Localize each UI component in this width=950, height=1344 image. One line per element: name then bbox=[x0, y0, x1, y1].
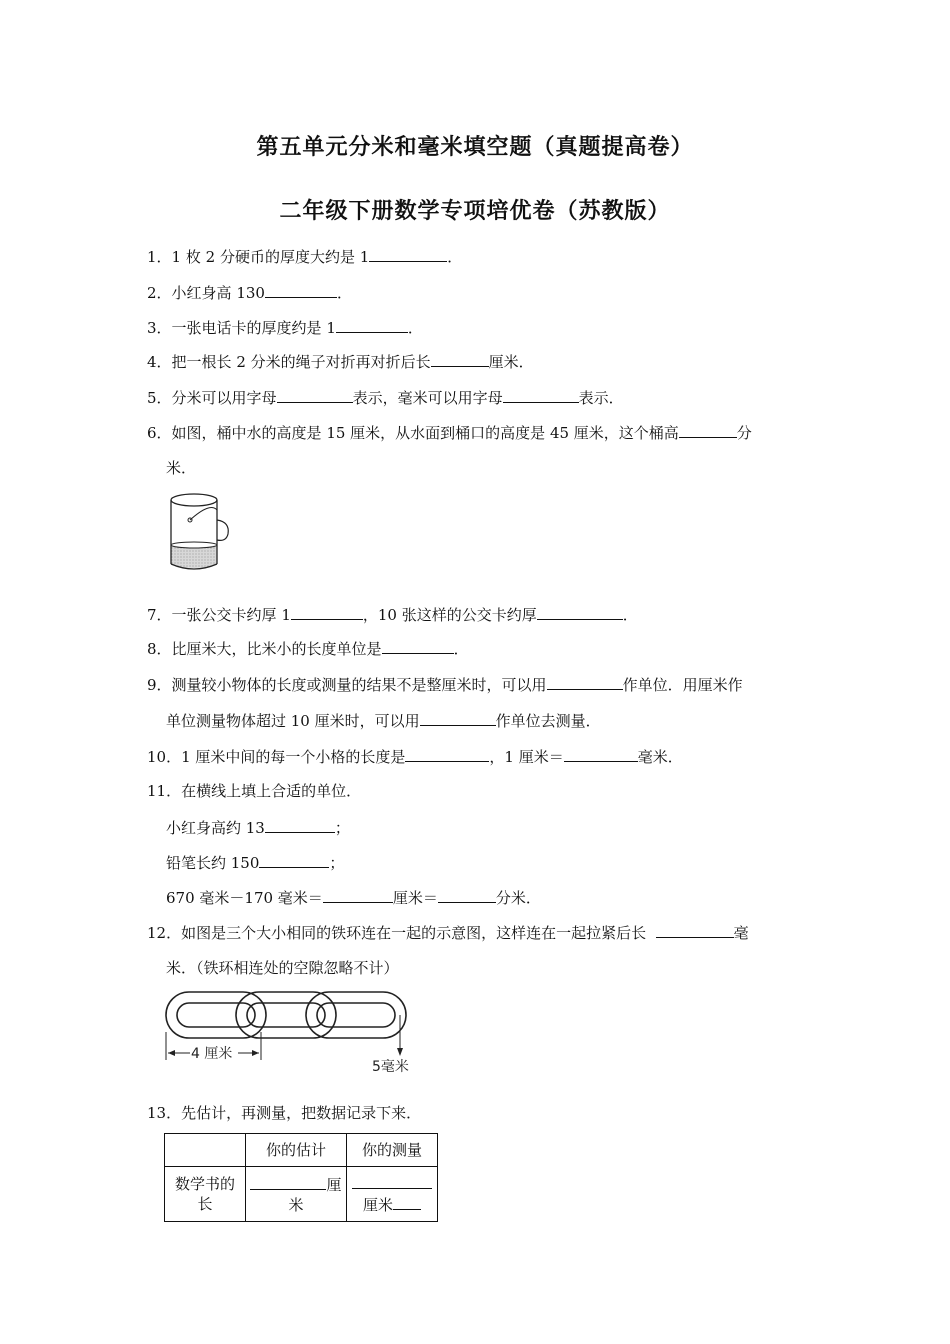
answer-blank[interactable] bbox=[323, 887, 393, 903]
answer-blank[interactable] bbox=[291, 604, 363, 620]
question-9-line2: 单位测量物体超过 10 厘米时，可以用 作单位去测量． bbox=[166, 712, 601, 730]
answer-blank[interactable] bbox=[420, 710, 496, 726]
answer-blank[interactable] bbox=[352, 1173, 432, 1189]
question-1: 1．1 枚 2 分硬币的厚度大约是 1 ． bbox=[147, 248, 463, 266]
measurement-table bbox=[164, 1133, 438, 1222]
chain-width-label: 4 厘米 bbox=[191, 1046, 233, 1062]
answer-blank[interactable] bbox=[405, 746, 489, 762]
answer-blank[interactable] bbox=[438, 887, 496, 903]
table-header-measure: 你的测量 bbox=[347, 1134, 438, 1167]
table-row-label: 数学书的长 bbox=[165, 1167, 246, 1222]
table-header-row bbox=[165, 1134, 438, 1167]
table-corner-cell bbox=[165, 1134, 246, 1167]
answer-blank[interactable] bbox=[431, 351, 489, 367]
title-sub: 二年级下册数学专项培优卷（苏教版） bbox=[279, 199, 671, 224]
question-11: 11．在横线上填上合适的单位． bbox=[147, 782, 362, 800]
table-header-estimate: 你的估计 bbox=[246, 1134, 347, 1167]
table-row bbox=[165, 1167, 438, 1222]
question-12: 12．如图是三个大小相同的铁环连在一起的示意图，这样连在一起拉紧后长 毫 bbox=[147, 924, 749, 942]
question-8: 8．比厘米大，比米小的长度单位是 ． bbox=[147, 640, 469, 658]
answer-blank[interactable] bbox=[265, 282, 337, 298]
answer-blank[interactable] bbox=[503, 387, 579, 403]
question-2: 2．小红身高 130 ． bbox=[147, 284, 352, 302]
answer-blank[interactable] bbox=[382, 638, 454, 654]
bucket-figure bbox=[162, 490, 236, 574]
answer-blank[interactable] bbox=[537, 604, 623, 620]
chain-thickness-label: 5毫米 bbox=[372, 1059, 409, 1075]
answer-blank[interactable] bbox=[277, 387, 353, 403]
question-6-line2: 米． bbox=[166, 459, 197, 477]
question-11-line3: 670 毫米－170 毫米＝ 厘米＝ 分米． bbox=[166, 889, 541, 907]
question-11-line1: 小红身高约 13 ； bbox=[166, 819, 350, 837]
question-12-line2: 米．（铁环相连处的空隙忽略不计） bbox=[166, 959, 399, 977]
table-cell-measure: 厘米 bbox=[347, 1167, 438, 1222]
answer-blank[interactable] bbox=[564, 746, 638, 762]
title-main: 第五单元分米和毫米填空题（真题提高卷） bbox=[256, 135, 694, 160]
question-4: 4．把一根长 2 分米的绳子对折再对折后长 厘米． bbox=[147, 353, 534, 371]
answer-blank[interactable] bbox=[336, 317, 408, 333]
question-13: 13．先估计，再测量，把数据记录下来． bbox=[147, 1104, 422, 1122]
answer-blank[interactable] bbox=[656, 922, 734, 938]
answer-blank[interactable] bbox=[393, 1194, 421, 1210]
question-3: 3．一张电话卡的厚度约是 1 ． bbox=[147, 319, 423, 337]
question-10: 10．1 厘米中间的每一个小格的长度是 ，1 厘米＝ 毫米． bbox=[147, 748, 683, 766]
answer-blank[interactable] bbox=[369, 246, 447, 262]
question-7: 7．一张公交卡约厚 1 ，10 张这样的公交卡约厚 ． bbox=[147, 606, 638, 624]
answer-blank[interactable] bbox=[250, 1174, 326, 1190]
chain-figure bbox=[160, 986, 430, 1078]
answer-blank[interactable] bbox=[679, 422, 737, 438]
answer-blank[interactable] bbox=[547, 674, 623, 690]
question-11-line2: 铅笔长约 150 ； bbox=[166, 854, 345, 872]
answer-blank[interactable] bbox=[265, 817, 335, 833]
table-cell-estimate: 厘 米 bbox=[246, 1167, 347, 1222]
question-6: 6．如图，桶中水的高度是 15 厘米，从水面到桶口的高度是 45 厘米，这个桶高 分 bbox=[147, 424, 752, 442]
question-5: 5．分米可以用字母 表示，毫米可以用字母 表示． bbox=[147, 389, 624, 407]
answer-blank[interactable] bbox=[259, 852, 329, 868]
question-9: 9．测量较小物体的长度或测量的结果不是整厘米时，可以用 作单位．用厘米作 bbox=[147, 676, 743, 694]
